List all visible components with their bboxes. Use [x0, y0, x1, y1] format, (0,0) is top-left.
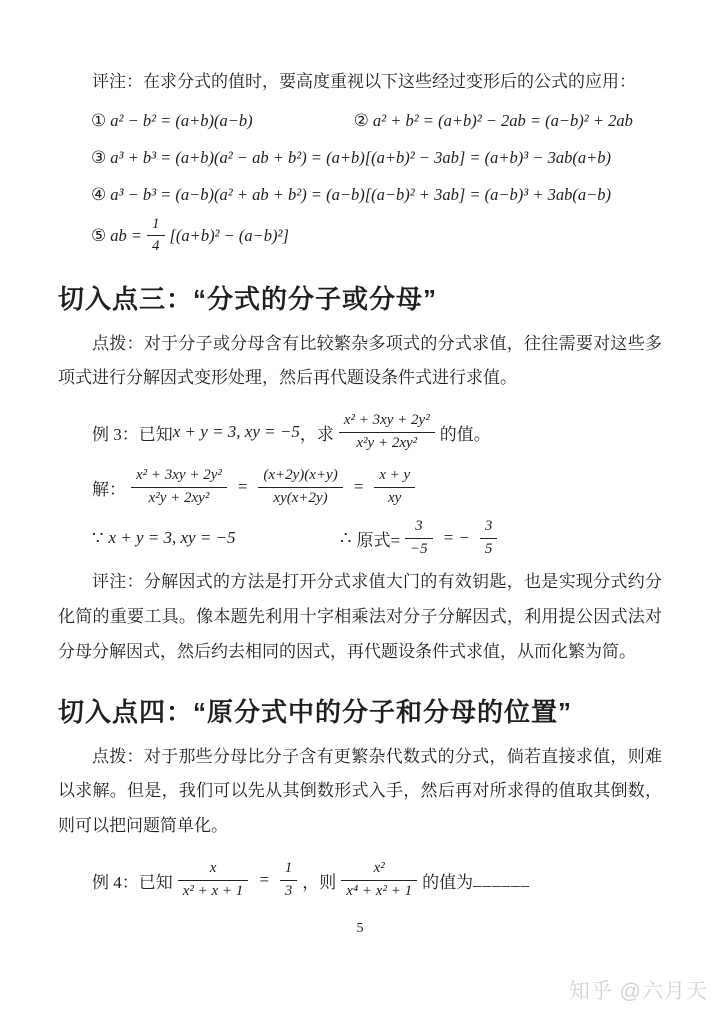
fraction-denominator: 4	[147, 235, 165, 257]
answer-blank: ______	[473, 870, 531, 890]
example3-tail: 的值。	[439, 424, 491, 444]
formula-1-label: ①	[91, 110, 107, 130]
formula-2-label: ②	[353, 110, 369, 130]
section3-tip: 点拨：对于分子或分母含有比较繁杂多项式的分式求值，往往需要对这些多项式进行分解因式变形处理，然后再代题设条件式进行求值。	[58, 333, 662, 388]
fraction-numerator: 3	[484, 518, 493, 535]
fraction	[480, 517, 498, 559]
remark-intro: 评注：在求分式的值时，要高度重视以下这些经过变形后的公式的应用：	[92, 72, 636, 91]
formula-4-label: ④	[91, 184, 107, 204]
page-number: 5	[356, 921, 364, 937]
fraction-denominator: −5	[405, 538, 433, 560]
fraction-numerator: x + y	[379, 467, 411, 484]
fraction-denominator: x²y + 2xy²	[339, 432, 435, 454]
fraction	[341, 859, 417, 901]
example3-mid: ，求	[299, 424, 334, 444]
fraction	[374, 466, 415, 508]
section3-remark: 评注：分解因式的方法是打开分式求值大门的有效钥匙，也是实现分式约分化简的重要工具。像本题先利用十字相乘法对分子分解因式，利用提公因式法对分母分解因式，然后约去相同的因式，再代题设条件式求值，从而化繁为简。	[58, 572, 662, 661]
fraction	[178, 859, 249, 901]
formula-2-text: a² + b² = (a+b)² − 2ab = (a−b)² + 2ab	[372, 110, 633, 130]
equals-sign: =	[236, 477, 249, 497]
formula-1-text: a² − b² = (a+b)(a−b)	[110, 110, 253, 130]
formula-1	[91, 111, 354, 131]
fraction-denominator: x²y + 2xy²	[131, 487, 227, 509]
fraction	[131, 466, 227, 508]
example3-line	[58, 411, 662, 453]
fraction	[405, 517, 433, 559]
section3-heading: 切入点三：“分式的分子或分母”	[58, 283, 438, 314]
formula-5-pre: ab =	[110, 225, 143, 245]
example4-lead: 例 4：已知	[92, 872, 173, 892]
therefore-label: 原式=	[356, 530, 401, 550]
because-symbol: ∵	[92, 527, 104, 548]
fraction	[339, 411, 435, 453]
fraction	[258, 466, 342, 508]
fraction-denominator: 3	[280, 880, 298, 902]
therefore-clause	[340, 517, 502, 559]
solution-line	[58, 466, 662, 508]
formula-5	[58, 215, 662, 257]
fraction-numerator: 1	[284, 860, 293, 877]
section4-heading: 切入点四：“原分式中的分子和分母的位置”	[58, 696, 573, 727]
fraction	[147, 215, 165, 257]
formula-3-label: ③	[91, 147, 107, 167]
formula-3-text: a³ + b³ = (a+b)(a² − ab + b²) = (a+b)[(a+b)² − 3ab] = (a+b)³ − 3ab(a+b)	[110, 147, 611, 167]
fraction-numerator: (x+2y)(x+y)	[263, 467, 338, 484]
formula-4	[58, 185, 662, 205]
example4-line	[58, 859, 662, 901]
because-text: x + y = 3, xy = −5	[108, 528, 236, 548]
fraction-denominator: xy	[374, 487, 415, 509]
example4-tail: 的值为	[422, 872, 474, 892]
because-clause	[92, 528, 340, 549]
fraction-denominator: x² + x + 1	[178, 880, 249, 902]
equals-minus-sign: = −	[442, 528, 470, 548]
formula-4-text: a³ − b³ = (a−b)(a² + ab + b²) = (a−b)[(a−b)² + 3ab] = (a−b)³ + 3ab(a−b)	[110, 184, 611, 204]
therefore-symbol: ∴	[340, 527, 352, 548]
formula-3	[58, 148, 662, 168]
formula-row-1	[58, 111, 662, 131]
fraction-numerator: x²	[373, 860, 385, 877]
equals-sign: =	[352, 477, 365, 497]
because-therefore-line	[58, 517, 662, 559]
fraction-denominator: 5	[480, 538, 498, 560]
fraction-denominator: xy(x+2y)	[258, 487, 342, 509]
formula-5-label: ⑤	[91, 225, 107, 245]
watermark: 知乎 @六月天	[568, 980, 708, 1003]
section4-tip: 点拨：对于那些分母比分子含有更繁杂代数式的分式，倘若直接求值，则难以求解。但是，我们可以先从其倒数形式入手，然后再对所求得的值取其倒数，则可以把问题简单化。	[58, 746, 662, 836]
equals-sign: =	[258, 870, 270, 890]
fraction-denominator: x⁴ + x² + 1	[341, 880, 417, 902]
formula-5-post: [(a+b)² − (a−b)²]	[169, 225, 289, 245]
example3-given: x + y = 3, xy = −5	[172, 422, 300, 442]
fraction-numerator: x² + 3xy + 2y²	[343, 412, 430, 429]
example3-lead: 例 3：已知	[92, 424, 173, 444]
fraction-numerator: 3	[415, 518, 423, 535]
fraction-numerator: x	[209, 860, 217, 877]
example4-mid: ，则	[302, 872, 337, 892]
solution-label: 解：	[92, 479, 126, 499]
formula-2	[354, 111, 633, 131]
fraction	[280, 859, 298, 901]
fraction-numerator: x² + 3xy + 2y²	[136, 467, 222, 484]
fraction-numerator: 1	[152, 215, 160, 232]
